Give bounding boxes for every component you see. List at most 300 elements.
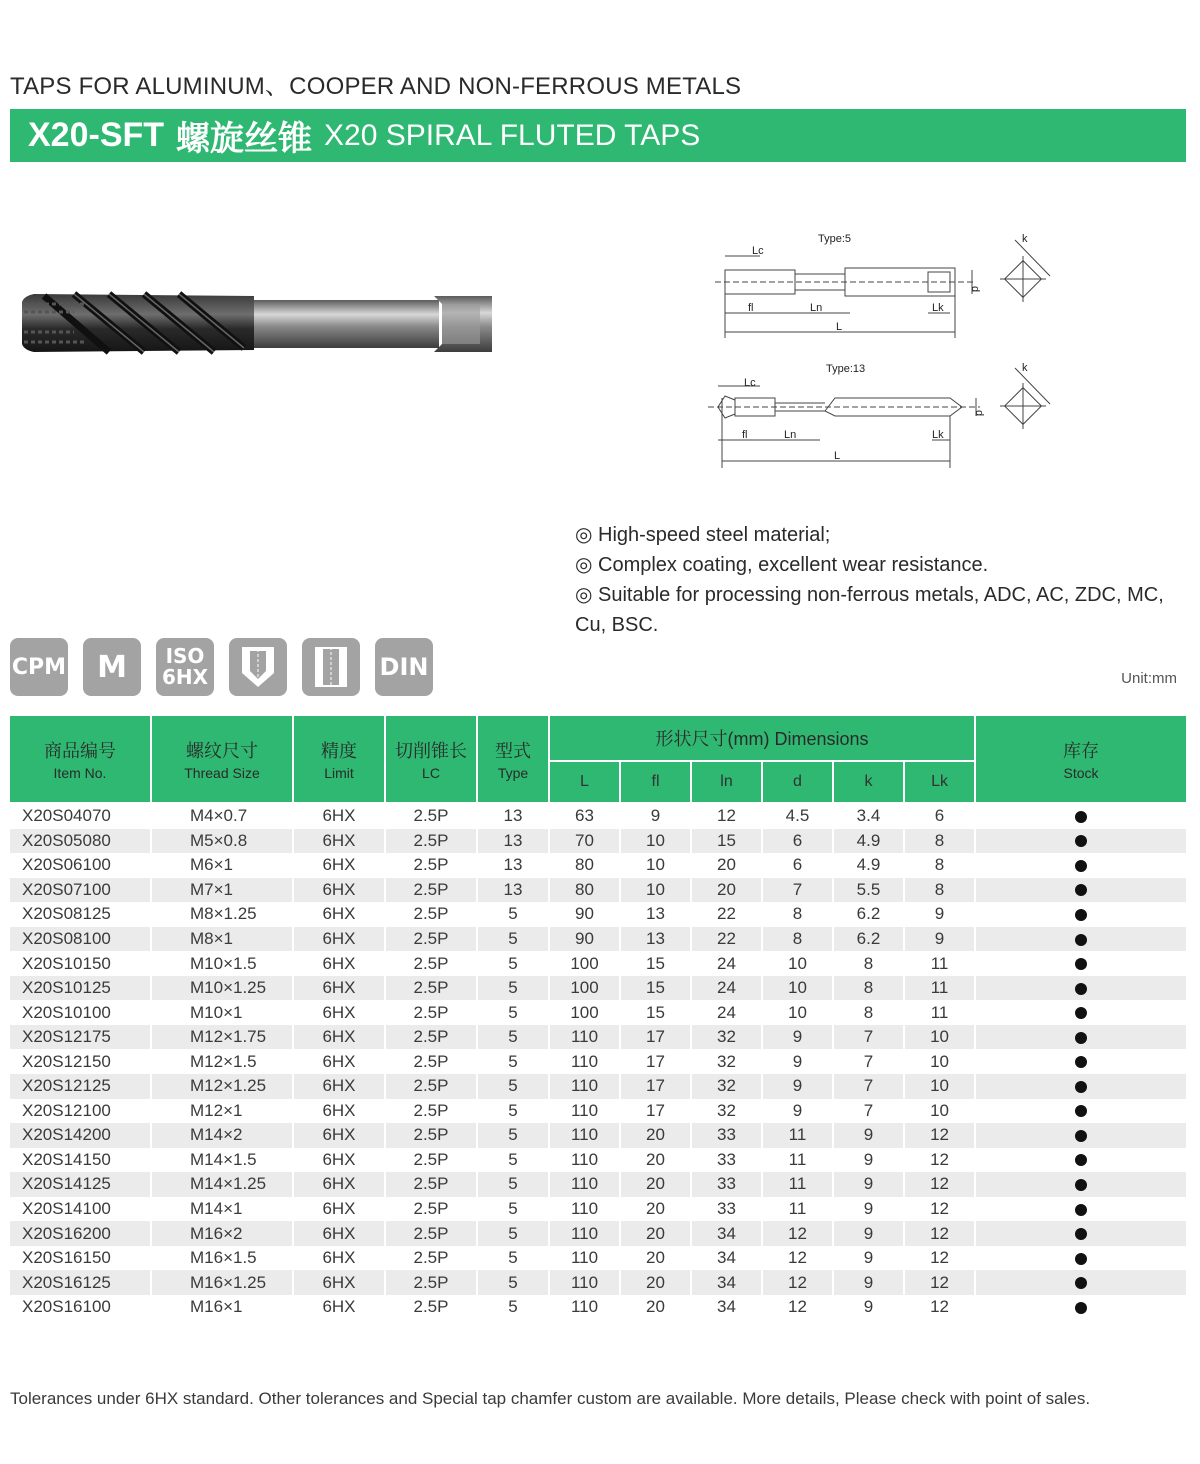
cell-dim-l: 110 (549, 1074, 620, 1099)
header-lc: 切削锥长 LC (385, 715, 477, 803)
header-type: 型式 Type (477, 715, 549, 803)
cell-dim-d: 9 (762, 1074, 833, 1099)
cell-thread-size: M4×0.7 (151, 803, 293, 829)
cell-item-no: X20S06100 (9, 853, 151, 878)
cell-dim-lk: 9 (904, 927, 975, 952)
cell-dim-d: 6 (762, 853, 833, 878)
cell-thread-size: M16×1 (151, 1295, 293, 1320)
in-stock-dot-icon (1075, 1228, 1087, 1240)
cell-limit: 6HX (293, 829, 385, 854)
cell-type: 5 (477, 951, 549, 976)
cell-lc: 2.5P (385, 927, 477, 952)
type13-dim-k: k (1022, 362, 1028, 374)
cell-dim-k: 8 (833, 1000, 904, 1025)
cell-dim-l: 100 (549, 1000, 620, 1025)
table-row (9, 1172, 1187, 1197)
cell-dim-lk: 10 (904, 1049, 975, 1074)
header-dimensions: 形状尺寸(mm) Dimensions (549, 715, 975, 761)
cell-limit: 6HX (293, 1221, 385, 1246)
header-thread-size: 螺纹尺寸 Thread Size (151, 715, 293, 803)
cell-type: 5 (477, 1123, 549, 1148)
cell-dim-ln: 12 (691, 803, 762, 829)
cell-item-no: X20S08100 (9, 927, 151, 952)
header-item-no: 商品编号 Item No. (9, 715, 151, 803)
cell-type: 5 (477, 976, 549, 1001)
cell-dim-d: 11 (762, 1148, 833, 1173)
cell-dim-k: 7 (833, 1099, 904, 1124)
cell-lc: 2.5P (385, 1221, 477, 1246)
cell-dim-ln: 20 (691, 878, 762, 903)
cell-dim-ln: 34 (691, 1246, 762, 1271)
cell-stock (975, 1099, 1187, 1124)
cell-type: 5 (477, 1172, 549, 1197)
cell-dim-d: 9 (762, 1099, 833, 1124)
table-row (9, 1099, 1187, 1124)
cell-item-no: X20S16200 (9, 1221, 151, 1246)
cell-type: 5 (477, 1148, 549, 1173)
cell-lc: 2.5P (385, 878, 477, 903)
cell-dim-k: 9 (833, 1172, 904, 1197)
feature-item: ◎ Complex coating, excellent wear resistance. (575, 554, 989, 576)
cell-thread-size: M7×1 (151, 878, 293, 903)
cell-stock (975, 829, 1187, 854)
cell-item-no: X20S14125 (9, 1172, 151, 1197)
cell-stock (975, 927, 1187, 952)
cell-dim-lk: 11 (904, 951, 975, 976)
cell-thread-size: M5×0.8 (151, 829, 293, 854)
cell-dim-fl: 20 (620, 1123, 691, 1148)
cell-dim-fl: 17 (620, 1049, 691, 1074)
cell-dim-ln: 22 (691, 927, 762, 952)
cell-dim-lk: 12 (904, 1295, 975, 1320)
in-stock-dot-icon (1075, 860, 1087, 872)
iso-6hx-badge (156, 638, 214, 696)
type13-label: Type:13 (826, 363, 866, 375)
table-row (9, 1246, 1187, 1271)
cell-dim-fl: 20 (620, 1172, 691, 1197)
cell-dim-ln: 24 (691, 951, 762, 976)
cell-dim-ln: 33 (691, 1197, 762, 1222)
cell-dim-k: 9 (833, 1148, 904, 1173)
cell-dim-d: 11 (762, 1197, 833, 1222)
cell-dim-d: 10 (762, 1000, 833, 1025)
cell-item-no: X20S14100 (9, 1197, 151, 1222)
cell-dim-k: 7 (833, 1049, 904, 1074)
cell-dim-l: 90 (549, 902, 620, 927)
cell-dim-k: 5.5 (833, 878, 904, 903)
cell-lc: 2.5P (385, 1295, 477, 1320)
header-dim-lk: Lk (904, 761, 975, 803)
cell-dim-fl: 10 (620, 853, 691, 878)
cell-dim-ln: 34 (691, 1295, 762, 1320)
cell-limit: 6HX (293, 878, 385, 903)
in-stock-dot-icon (1075, 1130, 1087, 1142)
cell-dim-d: 10 (762, 976, 833, 1001)
cell-dim-lk: 10 (904, 1099, 975, 1124)
cell-thread-size: M14×1.25 (151, 1172, 293, 1197)
cell-dim-fl: 10 (620, 829, 691, 854)
cell-item-no: X20S16125 (9, 1270, 151, 1295)
cell-thread-size: M14×1 (151, 1197, 293, 1222)
cell-stock (975, 1000, 1187, 1025)
cell-dim-k: 9 (833, 1123, 904, 1148)
cell-lc: 2.5P (385, 1270, 477, 1295)
cell-dim-fl: 20 (620, 1270, 691, 1295)
cell-stock (975, 1246, 1187, 1271)
type5-label: Type:5 (818, 233, 852, 245)
cell-dim-k: 4.9 (833, 853, 904, 878)
cell-limit: 6HX (293, 1000, 385, 1025)
product-code: X20-SFT (28, 116, 165, 154)
cell-dim-l: 110 (549, 1270, 620, 1295)
cell-dim-k: 9 (833, 1270, 904, 1295)
cell-dim-lk: 12 (904, 1246, 975, 1271)
cell-item-no: X20S07100 (9, 878, 151, 903)
cell-limit: 6HX (293, 1025, 385, 1050)
type13-dim-ln: Ln (784, 429, 797, 441)
cell-dim-k: 6.2 (833, 902, 904, 927)
cell-thread-size: M12×1.5 (151, 1049, 293, 1074)
cell-dim-lk: 8 (904, 853, 975, 878)
tap-product-photo (14, 282, 496, 364)
cell-dim-fl: 9 (620, 803, 691, 829)
blind-hole-icon (229, 638, 287, 696)
in-stock-dot-icon (1075, 958, 1087, 970)
cell-thread-size: M16×1.5 (151, 1246, 293, 1271)
header-dim-fl: fl (620, 761, 691, 803)
cell-item-no: X20S16100 (9, 1295, 151, 1320)
cell-dim-l: 90 (549, 927, 620, 952)
table-row (9, 951, 1187, 976)
cell-dim-l: 70 (549, 829, 620, 854)
cell-item-no: X20S10150 (9, 951, 151, 976)
in-stock-dot-icon (1075, 811, 1087, 823)
cell-stock (975, 1172, 1187, 1197)
type5-dim-l: L (836, 321, 843, 333)
table-row (9, 1123, 1187, 1148)
cell-dim-lk: 8 (904, 878, 975, 903)
in-stock-dot-icon (1075, 1179, 1087, 1191)
cell-thread-size: M10×1 (151, 1000, 293, 1025)
cell-dim-ln: 24 (691, 976, 762, 1001)
cell-type: 5 (477, 1000, 549, 1025)
cell-type: 13 (477, 853, 549, 878)
in-stock-dot-icon (1075, 1204, 1087, 1216)
cell-limit: 6HX (293, 1246, 385, 1271)
cell-dim-ln: 24 (691, 1000, 762, 1025)
metric-m-badge: M (83, 638, 141, 696)
table-row (9, 1025, 1187, 1050)
iso-badge-bottom: 6HX (161, 665, 209, 689)
cell-dim-lk: 9 (904, 902, 975, 927)
product-title-en: X20 SPIRAL FLUTED TAPS (324, 118, 701, 152)
cell-dim-ln: 34 (691, 1221, 762, 1246)
type13-dim-lk: Lk (932, 429, 944, 441)
cell-thread-size: M8×1.25 (151, 902, 293, 927)
table-row (9, 927, 1187, 952)
cell-dim-ln: 32 (691, 1074, 762, 1099)
cell-dim-lk: 12 (904, 1123, 975, 1148)
cell-dim-fl: 20 (620, 1295, 691, 1320)
cell-dim-d: 7 (762, 878, 833, 903)
cell-stock (975, 1270, 1187, 1295)
cell-limit: 6HX (293, 1148, 385, 1173)
cell-type: 13 (477, 878, 549, 903)
cell-dim-fl: 17 (620, 1074, 691, 1099)
cell-dim-ln: 32 (691, 1049, 762, 1074)
cell-lc: 2.5P (385, 951, 477, 976)
cell-dim-fl: 15 (620, 976, 691, 1001)
header-limit: 精度 Limit (293, 715, 385, 803)
cell-dim-lk: 12 (904, 1197, 975, 1222)
tap-technical-drawing (700, 228, 1070, 473)
cell-stock (975, 1025, 1187, 1050)
cell-dim-l: 110 (549, 1221, 620, 1246)
cell-dim-ln: 33 (691, 1123, 762, 1148)
cell-lc: 2.5P (385, 1099, 477, 1124)
cell-dim-d: 9 (762, 1049, 833, 1074)
cell-stock (975, 1197, 1187, 1222)
cell-thread-size: M16×1.25 (151, 1270, 293, 1295)
cell-type: 13 (477, 803, 549, 829)
cell-type: 5 (477, 927, 549, 952)
table-row (9, 1197, 1187, 1222)
cell-item-no: X20S10125 (9, 976, 151, 1001)
cell-stock (975, 1074, 1187, 1099)
in-stock-dot-icon (1075, 884, 1087, 896)
cell-dim-k: 6.2 (833, 927, 904, 952)
cell-item-no: X20S08125 (9, 902, 151, 927)
cell-dim-d: 11 (762, 1172, 833, 1197)
through-hole-icon (302, 638, 360, 696)
table-row (9, 1295, 1187, 1320)
type5-dim-fl: fl (748, 302, 754, 314)
cell-limit: 6HX (293, 976, 385, 1001)
cell-dim-k: 8 (833, 951, 904, 976)
cell-type: 5 (477, 1270, 549, 1295)
cell-dim-lk: 12 (904, 1270, 975, 1295)
cell-item-no: X20S12125 (9, 1074, 151, 1099)
cell-item-no: X20S12100 (9, 1099, 151, 1124)
cell-limit: 6HX (293, 1123, 385, 1148)
cell-type: 5 (477, 1197, 549, 1222)
type5-dim-ln: Ln (810, 302, 823, 314)
feature-item: ◎ High-speed steel material; (575, 524, 831, 546)
cell-dim-ln: 33 (691, 1172, 762, 1197)
cell-thread-size: M12×1 (151, 1099, 293, 1124)
cell-stock (975, 1049, 1187, 1074)
cell-dim-l: 80 (549, 878, 620, 903)
cell-type: 13 (477, 829, 549, 854)
cell-type: 5 (477, 1221, 549, 1246)
cell-dim-l: 110 (549, 1123, 620, 1148)
type13-dim-d: d (973, 410, 985, 417)
in-stock-dot-icon (1075, 1154, 1087, 1166)
cell-dim-k: 9 (833, 1221, 904, 1246)
cell-item-no: X20S12150 (9, 1049, 151, 1074)
cell-lc: 2.5P (385, 829, 477, 854)
in-stock-dot-icon (1075, 909, 1087, 921)
cell-dim-k: 3.4 (833, 803, 904, 829)
cell-dim-fl: 15 (620, 1000, 691, 1025)
cell-dim-d: 12 (762, 1295, 833, 1320)
in-stock-dot-icon (1075, 1253, 1087, 1265)
spec-table (8, 714, 1188, 1319)
title-banner (10, 109, 1186, 162)
cell-dim-l: 100 (549, 951, 620, 976)
cell-stock (975, 951, 1187, 976)
cell-item-no: X20S05080 (9, 829, 151, 854)
cell-thread-size: M10×1.5 (151, 951, 293, 976)
cell-dim-l: 80 (549, 853, 620, 878)
cell-lc: 2.5P (385, 1123, 477, 1148)
cell-dim-k: 8 (833, 976, 904, 1001)
cell-limit: 6HX (293, 1099, 385, 1124)
cell-dim-k: 4.9 (833, 829, 904, 854)
cell-limit: 6HX (293, 1074, 385, 1099)
unit-label: Unit:mm (1121, 670, 1177, 687)
in-stock-dot-icon (1075, 934, 1087, 946)
header-dim-l: L (549, 761, 620, 803)
table-row (9, 829, 1187, 854)
in-stock-dot-icon (1075, 1032, 1087, 1044)
cell-dim-ln: 32 (691, 1025, 762, 1050)
cell-thread-size: M12×1.25 (151, 1074, 293, 1099)
cell-type: 5 (477, 1099, 549, 1124)
cell-item-no: X20S10100 (9, 1000, 151, 1025)
din-badge: DIN (375, 638, 433, 696)
spec-table-body (9, 803, 1187, 1319)
cell-thread-size: M14×2 (151, 1123, 293, 1148)
cell-dim-d: 8 (762, 927, 833, 952)
table-row (9, 1074, 1187, 1099)
table-row (9, 902, 1187, 927)
cell-limit: 6HX (293, 1172, 385, 1197)
cell-item-no: X20S16150 (9, 1246, 151, 1271)
cell-item-no: X20S12175 (9, 1025, 151, 1050)
cell-dim-lk: 10 (904, 1074, 975, 1099)
cell-limit: 6HX (293, 853, 385, 878)
header-stock: 库存 Stock (975, 715, 1187, 803)
cell-limit: 6HX (293, 803, 385, 829)
cell-dim-d: 10 (762, 951, 833, 976)
in-stock-dot-icon (1075, 1007, 1087, 1019)
cell-item-no: X20S14200 (9, 1123, 151, 1148)
cell-lc: 2.5P (385, 1172, 477, 1197)
cell-dim-d: 9 (762, 1025, 833, 1050)
cell-limit: 6HX (293, 1197, 385, 1222)
cell-thread-size: M12×1.75 (151, 1025, 293, 1050)
table-row (9, 1000, 1187, 1025)
cell-stock (975, 1148, 1187, 1173)
cell-dim-l: 110 (549, 1025, 620, 1050)
cell-limit: 6HX (293, 1295, 385, 1320)
cell-lc: 2.5P (385, 1197, 477, 1222)
cell-stock (975, 1123, 1187, 1148)
cell-dim-d: 12 (762, 1270, 833, 1295)
cell-dim-ln: 33 (691, 1148, 762, 1173)
cell-dim-fl: 13 (620, 927, 691, 952)
cell-dim-ln: 34 (691, 1270, 762, 1295)
table-row (9, 1049, 1187, 1074)
cell-dim-lk: 8 (904, 829, 975, 854)
cell-type: 5 (477, 1246, 549, 1271)
in-stock-dot-icon (1075, 1105, 1087, 1117)
type13-dim-lc: Lc (744, 377, 756, 389)
cell-dim-l: 110 (549, 1246, 620, 1271)
header-dim-ln: ln (691, 761, 762, 803)
cell-dim-k: 7 (833, 1025, 904, 1050)
in-stock-dot-icon (1075, 983, 1087, 995)
cell-dim-lk: 12 (904, 1148, 975, 1173)
cell-lc: 2.5P (385, 803, 477, 829)
cell-dim-lk: 12 (904, 1221, 975, 1246)
cell-dim-l: 63 (549, 803, 620, 829)
in-stock-dot-icon (1075, 1302, 1087, 1314)
cell-type: 5 (477, 902, 549, 927)
header-dim-k: k (833, 761, 904, 803)
cell-dim-l: 110 (549, 1197, 620, 1222)
cell-dim-fl: 17 (620, 1025, 691, 1050)
feature-list (575, 520, 1175, 640)
cell-dim-d: 12 (762, 1246, 833, 1271)
cell-limit: 6HX (293, 902, 385, 927)
cell-dim-lk: 12 (904, 1172, 975, 1197)
cell-type: 5 (477, 1295, 549, 1320)
table-row (9, 878, 1187, 903)
table-row (9, 803, 1187, 829)
cell-thread-size: M10×1.25 (151, 976, 293, 1001)
cell-limit: 6HX (293, 927, 385, 952)
cell-dim-k: 9 (833, 1197, 904, 1222)
cell-dim-d: 12 (762, 1221, 833, 1246)
cell-limit: 6HX (293, 951, 385, 976)
cell-dim-fl: 13 (620, 902, 691, 927)
cell-dim-d: 11 (762, 1123, 833, 1148)
cell-dim-lk: 11 (904, 976, 975, 1001)
cell-lc: 2.5P (385, 976, 477, 1001)
table-row (9, 853, 1187, 878)
cell-dim-l: 100 (549, 976, 620, 1001)
cell-lc: 2.5P (385, 1049, 477, 1074)
cell-thread-size: M14×1.5 (151, 1148, 293, 1173)
cell-dim-fl: 15 (620, 951, 691, 976)
category-heading: TAPS FOR ALUMINUM、COOPER AND NON-FERROUS METALS (10, 73, 742, 100)
cell-lc: 2.5P (385, 1148, 477, 1173)
table-row (9, 1221, 1187, 1246)
cell-dim-fl: 20 (620, 1148, 691, 1173)
cell-dim-l: 110 (549, 1148, 620, 1173)
cell-dim-lk: 11 (904, 1000, 975, 1025)
cell-item-no: X20S04070 (9, 803, 151, 829)
cell-dim-k: 7 (833, 1074, 904, 1099)
type13-dim-l: L (834, 450, 841, 462)
table-row (9, 1148, 1187, 1173)
cell-dim-ln: 32 (691, 1099, 762, 1124)
cell-dim-ln: 22 (691, 902, 762, 927)
cell-lc: 2.5P (385, 902, 477, 927)
cell-dim-d: 6 (762, 829, 833, 854)
cell-stock (975, 976, 1187, 1001)
cell-stock (975, 803, 1187, 829)
cell-lc: 2.5P (385, 853, 477, 878)
cell-stock (975, 878, 1187, 903)
cell-type: 5 (477, 1049, 549, 1074)
cell-item-no: X20S14150 (9, 1148, 151, 1173)
cell-thread-size: M16×2 (151, 1221, 293, 1246)
cell-dim-fl: 20 (620, 1197, 691, 1222)
cell-dim-l: 110 (549, 1049, 620, 1074)
